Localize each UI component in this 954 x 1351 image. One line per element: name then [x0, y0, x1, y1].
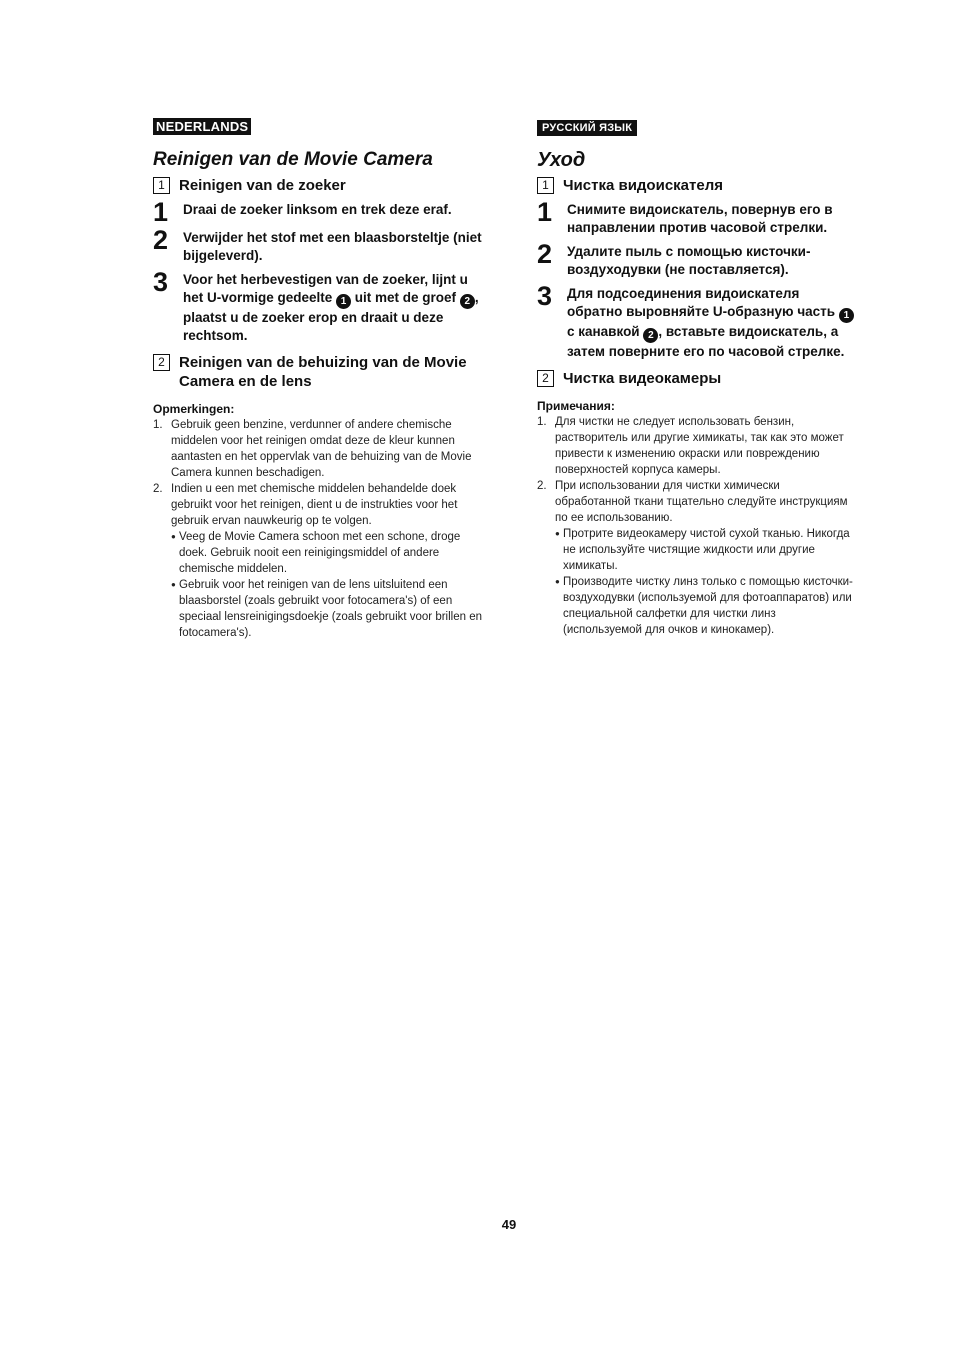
subsection-title: Чистка видеокамеры	[563, 370, 722, 387]
step-text	[567, 285, 857, 361]
step-number: 3	[153, 267, 169, 297]
step-text-part: Voor het herbevestigen van de zoeker, lijnt u het U-vormige gedeelte	[183, 272, 468, 305]
marker-1-icon: 1	[336, 294, 351, 309]
note-item	[537, 478, 857, 526]
step-item	[537, 281, 857, 361]
bullet-item	[555, 526, 857, 574]
step-number: 3	[537, 281, 553, 311]
page-number	[0, 1217, 954, 1232]
subsection-title: Reinigen van de zoeker	[179, 177, 346, 194]
subsection-number: 2	[153, 354, 170, 371]
note-text: Gebruik geen benzine, verdunner of andere chemische middelen voor het reinigen omdat deze de kleur kunnen aantasten en het oppervlak van de behuizing van de Movie Camera kunnen beschadigen.	[171, 419, 472, 479]
step-text-part: Для подсоединения видоискателя обратно выровняйте U-образную часть	[567, 286, 839, 319]
step-item	[537, 239, 857, 279]
step-number: 2	[537, 239, 553, 269]
subsection-number: 1	[153, 177, 170, 194]
subsection-heading	[537, 369, 857, 388]
language-badge: РУССКИЙ ЯЗЫК	[537, 120, 637, 136]
note-number: 1.	[537, 416, 547, 428]
note-text: Для чистки не следует использовать бензин, растворитель или другие химикаты, так как это может привести к изменению окраски или повреждению поверхностей корпуса камеры.	[555, 416, 844, 476]
language-badge: NEDERLANDS	[153, 118, 251, 135]
bullet-item	[171, 529, 483, 577]
dutch-column	[153, 118, 483, 641]
subsection-title: Reinigen van de behuizing van de Movie Camera en de lens	[179, 354, 467, 390]
step-text: Снимите видоискатель, повернув его в направлении против часовой стрелки.	[567, 202, 833, 235]
page-number-text: 49	[501, 1217, 517, 1232]
step-text: Удалите пыль с помощью кисточки-воздуходувки (не поставляется).	[567, 244, 811, 277]
bullet-text: Производите чистку линз только с помощью кисточки-воздуходувки (используемой для фотоаппаратов) или специальной салфетки для чистки линз (используемой для очков и кинокамер).	[563, 576, 853, 636]
marker-2-icon: 2	[643, 328, 658, 343]
step-text: Draai de zoeker linksom en trek deze eraf.	[183, 202, 452, 217]
step-text	[183, 271, 483, 345]
step-number: 2	[153, 225, 169, 255]
step-item	[153, 267, 483, 345]
subsection-heading	[537, 176, 857, 195]
note-text: При использовании для чистки химически обработанной ткани тщательно следуйте инструкциям по ее использованию.	[555, 480, 848, 524]
section-title: Reinigen van de Movie Camera	[153, 149, 433, 170]
bullet-icon: ●	[555, 529, 560, 538]
bullet-icon: ●	[555, 577, 560, 586]
note-item	[537, 414, 857, 478]
bullet-text: Veeg de Movie Camera schoon met een schone, droge doek. Gebruik nooit een reinigingsmiddel of andere chemische middelen.	[179, 531, 461, 575]
bullet-text: Протрите видеокамеру чистой сухой тканью. Никогда не используйте чистящие жидкости или другие химикаты.	[563, 528, 850, 572]
bullet-text: Gebruik voor het reinigen van de lens uitsluitend een blaasborstel (zoals gebruikt voor fotocamera's) of een speciaal lensreinigingsdoekje (zoals gebruikt voor brillen en fotocamera's).	[179, 579, 483, 639]
russian-column	[537, 118, 857, 638]
step-item	[537, 197, 857, 237]
notes-heading: Opmerkingen:	[153, 402, 235, 416]
step-text: Verwijder het stof met een blaasborsteltje (niet bijgeleverd).	[183, 230, 482, 263]
step-text-part: , вставьте видоискатель, а затем поверните его по часовой стрелке.	[567, 324, 845, 359]
subsection-number: 1	[537, 177, 554, 194]
section-title: Уход	[537, 149, 586, 171]
note-number: 2.	[537, 480, 547, 492]
note-item	[153, 481, 483, 529]
subsection-number: 2	[537, 370, 554, 387]
step-text-part: с канавкой	[567, 324, 644, 339]
marker-2-icon: 2	[460, 294, 475, 309]
step-text-part: uit met de groef	[351, 290, 460, 305]
step-item	[153, 197, 483, 227]
note-number: 1.	[153, 419, 163, 431]
note-text: Indien u een met chemische middelen behandelde doek gebruikt voor het reinigen, dient u de instrukties voor het gebruik ervan nauwkeurig op te volgen.	[171, 483, 458, 527]
note-number: 2.	[153, 483, 163, 495]
notes-heading: Примечания:	[537, 399, 615, 413]
step-text-part: , plaatst u de zoeker erop en draait u deze rechtsom.	[183, 290, 479, 343]
note-item	[153, 417, 483, 481]
subsection-title: Чистка видоискателя	[563, 177, 723, 194]
bullet-item	[171, 577, 483, 641]
bullet-item	[555, 574, 857, 638]
bullet-icon: ●	[171, 532, 176, 541]
bullet-icon: ●	[171, 580, 176, 589]
subsection-heading	[153, 176, 483, 195]
step-item	[153, 225, 483, 265]
marker-1-icon: 1	[839, 308, 854, 323]
step-number: 1	[153, 197, 169, 227]
subsection-heading	[153, 353, 483, 391]
step-number: 1	[537, 197, 553, 227]
